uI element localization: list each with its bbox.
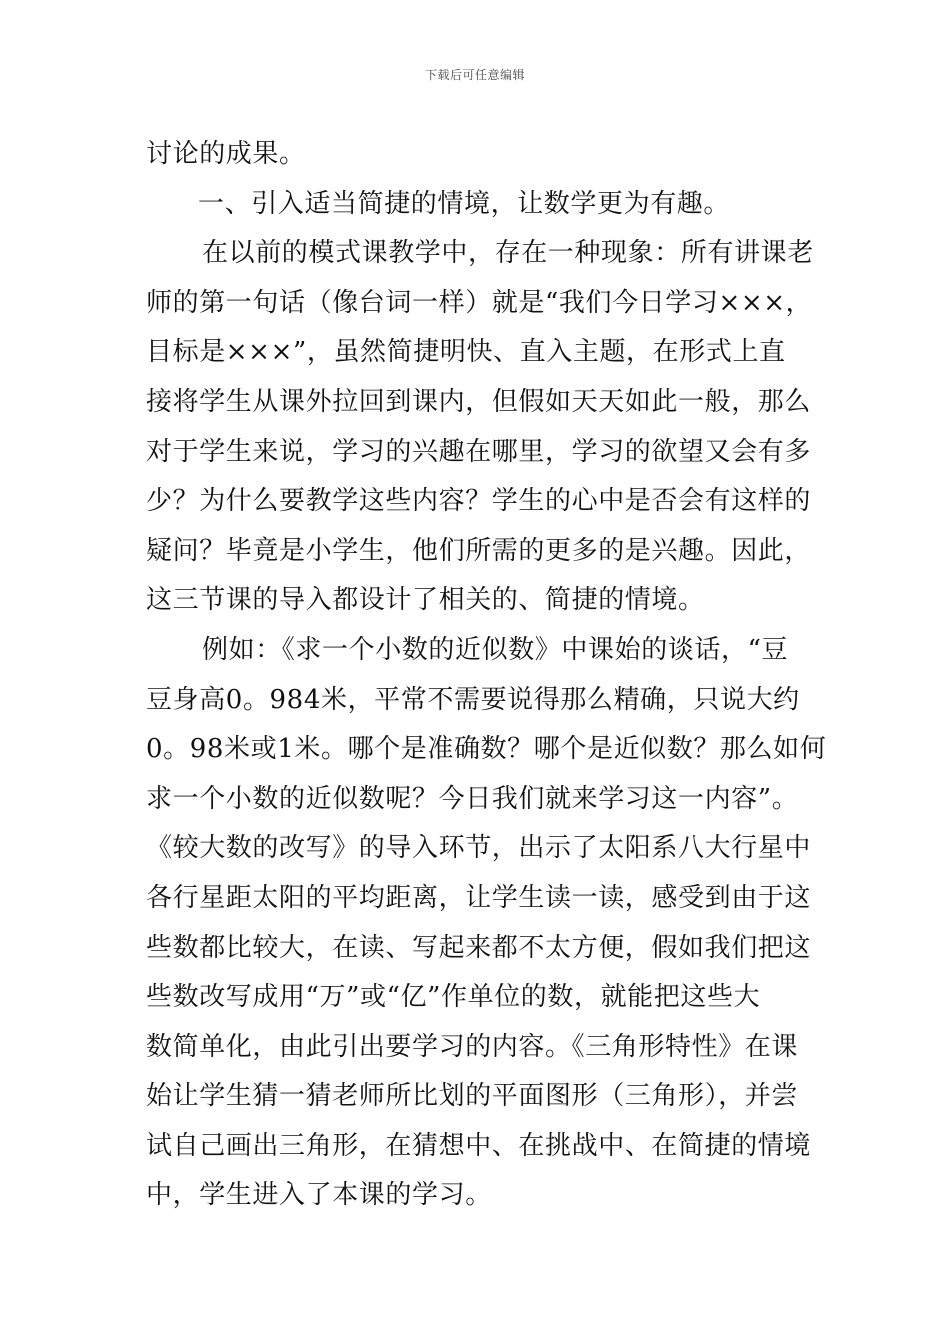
text-line: 目标是×××”，虽然简捷明快、直入主题，在形式上直: [146, 337, 786, 368]
text-line: 始让学生猜一猜老师所比划的平面图形（三角形），并尝: [146, 1081, 799, 1112]
text-line: 在以前的模式课教学中，存在一种现象：所有讲课老: [202, 238, 814, 269]
text-line: 这三节课的导入都设计了相关的、简捷的情境。: [146, 585, 705, 616]
text-line: 数简单化，由此引出要学习的内容。《三角形特性》在课: [146, 1031, 799, 1062]
document-body: [146, 130, 827, 1221]
text-line: 0。98米或1米。哪个是准确数？哪个是近似数？那么如何: [146, 734, 827, 765]
text-line: 讨论的成果。: [146, 139, 306, 169]
text-line: 求一个小数的近似数呢？今日我们就来学习这一内容”。: [146, 783, 799, 814]
text-line: 疑问？毕竟是小学生，他们所需的更多的是兴趣。因此，: [146, 535, 812, 566]
text-line: 些数改写成用“万”或“亿”作单位的数，就能把这些大: [146, 982, 761, 1013]
text-line: 师的第一句话（像台词一样）就是“我们今日学习×××，: [146, 287, 813, 318]
text-line: 《较大数的改写》的导入环节，出示了太阳系八大行星中: [146, 833, 812, 864]
text-line: 豆身高0。984米，平常不需要说得那么精确，只说大约: [146, 684, 800, 715]
text-line: 中，学生进入了本课的学习。: [146, 1180, 492, 1211]
text-line: 各行星距太阳的平均距离，让学生读一读，感受到由于这: [146, 882, 812, 913]
text-line: 接将学生从课外拉回到课内，但假如天天如此一般，那么: [146, 386, 812, 417]
text-line: 些数都比较大，在读、写起来都不太方便，假如我们把这: [146, 932, 812, 963]
text-line: 例如：《求一个小数的近似数》中课始的谈话，“豆: [202, 634, 789, 665]
text-line: 少？为什么要教学这些内容？学生的心中是否会有这样的: [146, 486, 812, 517]
text-line: 试自己画出三角形，在猜想中、在挑战中、在简捷的情境: [146, 1130, 812, 1161]
section-heading: 一、引入适当简捷的情境，让数学更为有趣。: [198, 188, 731, 219]
text-line: 对于学生来说，学习的兴趣在哪里，学习的欲望又会有多: [146, 436, 812, 467]
page-header: 下载后可任意编辑: [424, 68, 525, 82]
